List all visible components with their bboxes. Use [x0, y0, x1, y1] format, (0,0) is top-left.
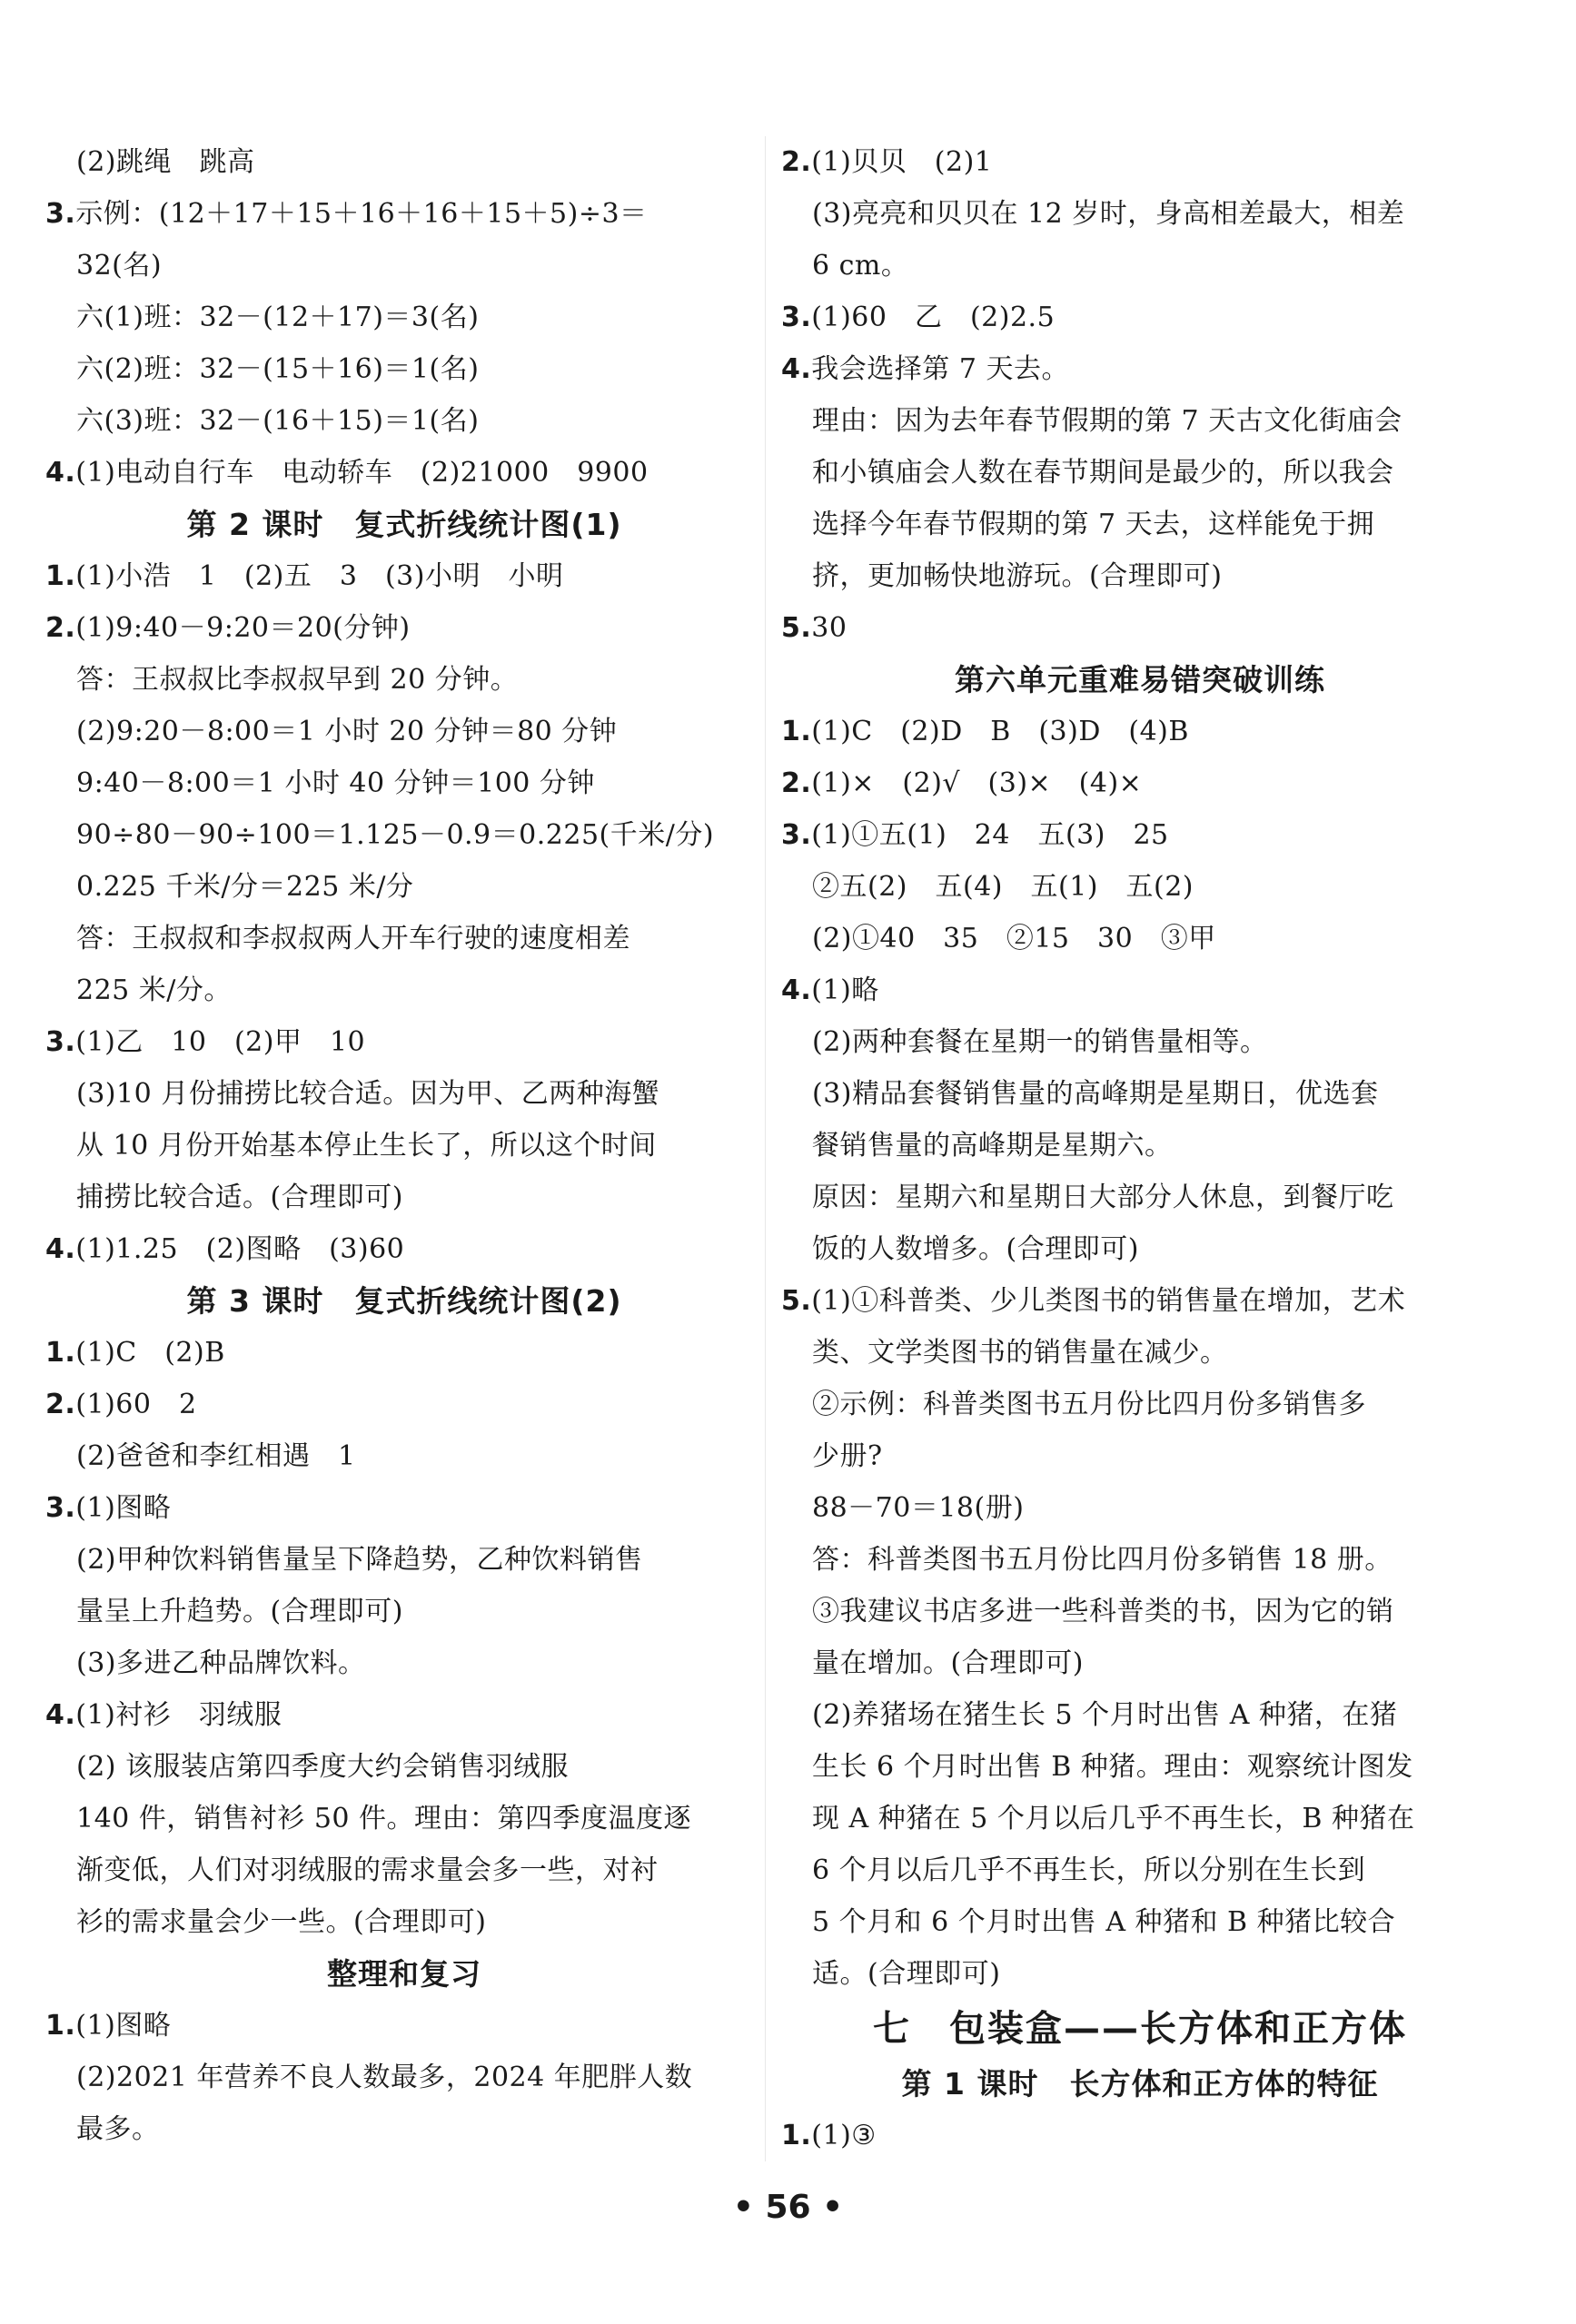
answer-text: (2)两种套餐在星期一的销售量相等。: [812, 1026, 1268, 1058]
answer-text: 量呈上升趋势。(合理即可): [76, 1596, 403, 1627]
answer-line: [781, 602, 1499, 654]
answer-text: (1)× (2)√ (3)× (4)×: [811, 767, 1143, 799]
answer-line: [781, 1379, 1499, 1430]
question-number: 3.: [45, 198, 76, 230]
heading-subtext: 复式折线统计图(2): [354, 1283, 622, 1319]
answer-text: (1)衬衫 羽绒服: [75, 1699, 282, 1731]
answer-line: [781, 1586, 1499, 1637]
section-heading: [781, 654, 1499, 706]
heading-text: 七 包装盒——长方体和正方体: [873, 2008, 1407, 2050]
heading-text: 第 3 课时: [186, 1283, 324, 1319]
answer-line: [781, 861, 1499, 913]
answer-text: 六(2)班：32－(15＋16)＝1(名): [76, 353, 480, 385]
question-number: 4.: [781, 353, 812, 385]
answer-line: [45, 2103, 763, 2155]
answer-text: (1)贝贝 (2)1: [811, 146, 993, 178]
answer-text: 示例：(12＋17＋15＋16＋16＋15＋5)÷3＝: [75, 198, 648, 230]
answer-text: (1)9:40－9:20＝20(分钟): [75, 612, 411, 644]
answer-text: 原因：星期六和星期日大部分人休息，到餐厅吃: [812, 1182, 1394, 1213]
answer-line: [781, 136, 1499, 188]
heading-text: 第六单元重难易错突破训练: [955, 662, 1325, 697]
answer-text: 我会选择第 7 天去。: [811, 353, 1069, 385]
answer-line: [45, 654, 763, 706]
answer-line: [781, 550, 1499, 602]
answer-text: (1)①五(1) 24 五(3) 25: [811, 819, 1169, 851]
answer-text: 饭的人数增多。(合理即可): [812, 1233, 1139, 1265]
answer-line: [781, 1637, 1499, 1689]
answer-line: [781, 1793, 1499, 1844]
answer-line: [45, 2052, 763, 2103]
answer-line: [45, 550, 763, 602]
answer-text: ③我建议书店多进一些科普类的书，因为它的销: [812, 1596, 1394, 1627]
question-number: 1.: [781, 716, 812, 747]
section-heading: [45, 499, 763, 550]
answer-line: [781, 1223, 1499, 1275]
question-number: 4.: [45, 1699, 76, 1731]
answer-line: [45, 1068, 763, 1120]
answer-line: [45, 1327, 763, 1379]
heading-text: 整理和复习: [327, 1956, 481, 1992]
answer-line: [45, 1637, 763, 1689]
answer-text: 225 米/分。: [76, 974, 232, 1006]
question-number: 2.: [45, 612, 76, 644]
answer-text: 选择今年春节假期的第 7 天去，这样能免于拥: [812, 509, 1375, 540]
answer-line: [781, 757, 1499, 809]
answer-text: 0.225 千米/分＝225 米/分: [76, 871, 414, 903]
answer-line: [781, 1482, 1499, 1534]
answer-text: 餐销售量的高峰期是星期六。: [812, 1130, 1173, 1162]
answer-text: 类、文学类图书的销售量在减少。: [812, 1337, 1228, 1369]
answer-line: [781, 1430, 1499, 1482]
question-number: 1.: [45, 2010, 76, 2042]
answer-line: [781, 1172, 1499, 1223]
answer-text: 5 个月和 6 个月时出售 A 种猪和 B 种猪比较合: [812, 1906, 1396, 1938]
answer-line: [45, 809, 763, 861]
answer-line: [781, 1275, 1499, 1327]
answer-text: (3)亮亮和贝贝在 12 岁时，身高相差最大，相差: [812, 198, 1405, 230]
answer-line: [781, 343, 1499, 395]
answer-text: (1)60 2: [75, 1389, 197, 1420]
answer-line: [781, 706, 1499, 757]
answer-line: [781, 964, 1499, 1016]
answer-text: (3)10 月份捕捞比较合适。因为甲、乙两种海蟹: [76, 1078, 660, 1110]
answer-line: [45, 1172, 763, 1223]
answer-line: [45, 1586, 763, 1637]
answer-line: [781, 1068, 1499, 1120]
answer-text: (2)跳绳 跳高: [76, 146, 255, 178]
answer-text: 90÷80－90÷100＝1.125－0.9＝0.225(千米/分): [76, 819, 715, 851]
answer-line: [45, 1844, 763, 1896]
answer-line: [781, 292, 1499, 343]
answer-line: [45, 757, 763, 809]
answer-text: (2)①40 35 ②15 30 ③甲: [812, 923, 1216, 954]
answer-line: [45, 2000, 763, 2052]
answer-text: 捕捞比较合适。(合理即可): [76, 1182, 403, 1213]
section-heading: [45, 1948, 763, 2000]
answer-text: (2)养猪场在猪生长 5 个月时出售 A 种猪，在猪: [812, 1699, 1398, 1731]
answer-line: [781, 240, 1499, 292]
answer-text: 生长 6 个月时出售 B 种猪。理由：观察统计图发: [812, 1751, 1413, 1783]
answer-text: 挤，更加畅快地游玩。(合理即可): [812, 560, 1223, 592]
unit-title: [781, 2000, 1499, 2058]
answer-line: [781, 913, 1499, 964]
answer-line: [781, 1741, 1499, 1793]
answer-text: ②示例：科普类图书五月份比四月份多销售多: [812, 1389, 1366, 1420]
answer-line: [45, 1741, 763, 1793]
answer-line: [45, 188, 763, 240]
answer-text: 渐变低，人们对羽绒服的需求量会多一些，对衬: [76, 1854, 659, 1886]
question-number: 4.: [45, 1233, 76, 1265]
answer-line: [45, 1482, 763, 1534]
answer-text: 88－70＝18(册): [812, 1492, 1025, 1524]
answer-text: 衫的需求量会少一些。(合理即可): [76, 1906, 487, 1938]
answer-line: [45, 1534, 763, 1586]
question-number: 4.: [45, 457, 76, 489]
answer-line: [781, 499, 1499, 550]
answer-line: [781, 2110, 1499, 2161]
right-column: [781, 136, 1499, 2161]
heading-text: 第 1 课时: [901, 2066, 1039, 2101]
heading-text: 第 2 课时: [186, 507, 324, 542]
answer-text: 量在增加。(合理即可): [812, 1647, 1084, 1679]
answer-line: [45, 1016, 763, 1068]
answer-line: [45, 861, 763, 913]
answer-text: 最多。: [76, 2113, 160, 2145]
answer-text: 和小镇庙会人数在春节期间是最少的，所以我会: [812, 457, 1394, 489]
answer-text: 现 A 种猪在 5 个月以后几乎不再生长，B 种猪在: [812, 1803, 1415, 1834]
answer-text: 30: [811, 612, 847, 644]
answer-line: [781, 447, 1499, 499]
answer-text: 6 cm。: [812, 250, 909, 282]
page-number: • 56 •: [732, 2189, 844, 2226]
answer-text: (1)小浩 1 (2)五 3 (3)小明 小明: [75, 560, 564, 592]
answer-line: [781, 395, 1499, 447]
answer-text: (3)精品套餐销售量的高峰期是星期日，优选套: [812, 1078, 1379, 1110]
answer-line: [781, 188, 1499, 240]
answer-line: [781, 1534, 1499, 1586]
answer-text: 140 件，销售衬衫 50 件。理由：第四季度温度逐: [76, 1803, 692, 1834]
question-number: 2.: [781, 767, 812, 799]
answer-text: 32(名): [76, 250, 163, 282]
answer-text: 答：王叔叔和李叔叔两人开车行驶的速度相差: [76, 923, 630, 954]
heading-subtext: 复式折线统计图(1): [354, 507, 622, 542]
section-heading: [45, 1275, 763, 1327]
question-number: 1.: [45, 560, 76, 592]
question-number: 5.: [781, 1285, 812, 1317]
answer-text: (1)图略: [75, 2010, 172, 2042]
answer-text: (2)9:20－8:00＝1 小时 20 分钟＝80 分钟: [76, 716, 618, 747]
answer-text: 从 10 月份开始基本停止生长了，所以这个时间: [76, 1130, 657, 1162]
question-number: 3.: [45, 1492, 76, 1524]
answer-text: (1)C (2)B: [75, 1337, 225, 1369]
question-number: 3.: [45, 1026, 76, 1058]
answer-line: [45, 1379, 763, 1430]
answer-line: [45, 447, 763, 499]
answer-line: [45, 1689, 763, 1741]
answer-line: [45, 1120, 763, 1172]
answer-line: [45, 913, 763, 964]
answer-text: 答：科普类图书五月份比四月份多销售 18 册。: [812, 1544, 1393, 1576]
answer-text: (2)爸爸和李红相遇 1: [76, 1440, 356, 1472]
answer-line: [45, 964, 763, 1016]
answer-text: (1)图略: [75, 1492, 172, 1524]
question-number: 2.: [781, 146, 812, 178]
answer-text: 六(1)班：32－(12＋17)＝3(名): [76, 302, 480, 333]
answer-line: [45, 292, 763, 343]
question-number: 5.: [781, 612, 812, 644]
answer-line: [781, 1689, 1499, 1741]
answer-line: [45, 1793, 763, 1844]
answer-text: 六(3)班：32－(16＋15)＝1(名): [76, 405, 480, 437]
answer-line: [781, 1948, 1499, 2000]
answer-text: (2)2021 年营养不良人数最多，2024 年肥胖人数: [76, 2062, 693, 2093]
section-heading: [781, 2058, 1499, 2110]
answer-text: (2)甲种饮料销售量呈下降趋势，乙种饮料销售: [76, 1544, 643, 1576]
answer-line: [781, 1327, 1499, 1379]
answer-line: [45, 343, 763, 395]
answer-text: ②五(2) 五(4) 五(1) 五(2): [812, 871, 1194, 903]
heading-subtext: 长方体和正方体的特征: [1069, 2066, 1379, 2101]
answer-line: [45, 1223, 763, 1275]
column-divider: [765, 136, 766, 2161]
answer-text: (1)1.25 (2)图略 (3)60: [75, 1233, 405, 1265]
question-number: 2.: [45, 1389, 76, 1420]
answer-text: (1)60 乙 (2)2.5: [811, 302, 1056, 333]
answer-line: [45, 1896, 763, 1948]
answer-line: [45, 136, 763, 188]
answer-line: [781, 809, 1499, 861]
question-number: 3.: [781, 819, 812, 851]
question-number: 3.: [781, 302, 812, 333]
answer-line: [781, 1896, 1499, 1948]
answer-text: 少册?: [812, 1440, 883, 1472]
answer-text: 答：王叔叔比李叔叔早到 20 分钟。: [76, 664, 519, 696]
answer-text: 9:40－8:00＝1 小时 40 分钟＝100 分钟: [76, 767, 595, 799]
answer-line: [45, 240, 763, 292]
answer-text: (1)C (2)D B (3)D (4)B: [811, 716, 1189, 747]
question-number: 4.: [781, 974, 812, 1006]
answer-line: [45, 602, 763, 654]
answer-line: [45, 706, 763, 757]
answer-text: (2) 该服装店第四季度大约会销售羽绒服: [76, 1751, 570, 1783]
answer-text: (1)乙 10 (2)甲 10: [75, 1026, 366, 1058]
answer-line: [781, 1844, 1499, 1896]
question-number: 1.: [45, 1337, 76, 1369]
answer-text: 适。(合理即可): [812, 1958, 1001, 1990]
answer-text: (1)①科普类、少儿类图书的销售量在增加，艺术: [811, 1285, 1406, 1317]
answer-line: [45, 1430, 763, 1482]
answer-text: (1)③: [811, 2120, 877, 2151]
answer-text: 理由：因为去年春节假期的第 7 天古文化街庙会: [812, 405, 1403, 437]
answer-text: (1)略: [811, 974, 879, 1006]
answer-text: (1)电动自行车 电动轿车 (2)21000 9900: [75, 457, 649, 489]
answer-text: (3)多进乙种品牌饮料。: [76, 1647, 366, 1679]
answer-line: [781, 1016, 1499, 1068]
answer-line: [45, 395, 763, 447]
answer-text: 6 个月以后几乎不再生长，所以分别在生长到: [812, 1854, 1366, 1886]
answer-line: [781, 1120, 1499, 1172]
left-column: [45, 136, 763, 2155]
question-number: 1.: [781, 2120, 812, 2151]
